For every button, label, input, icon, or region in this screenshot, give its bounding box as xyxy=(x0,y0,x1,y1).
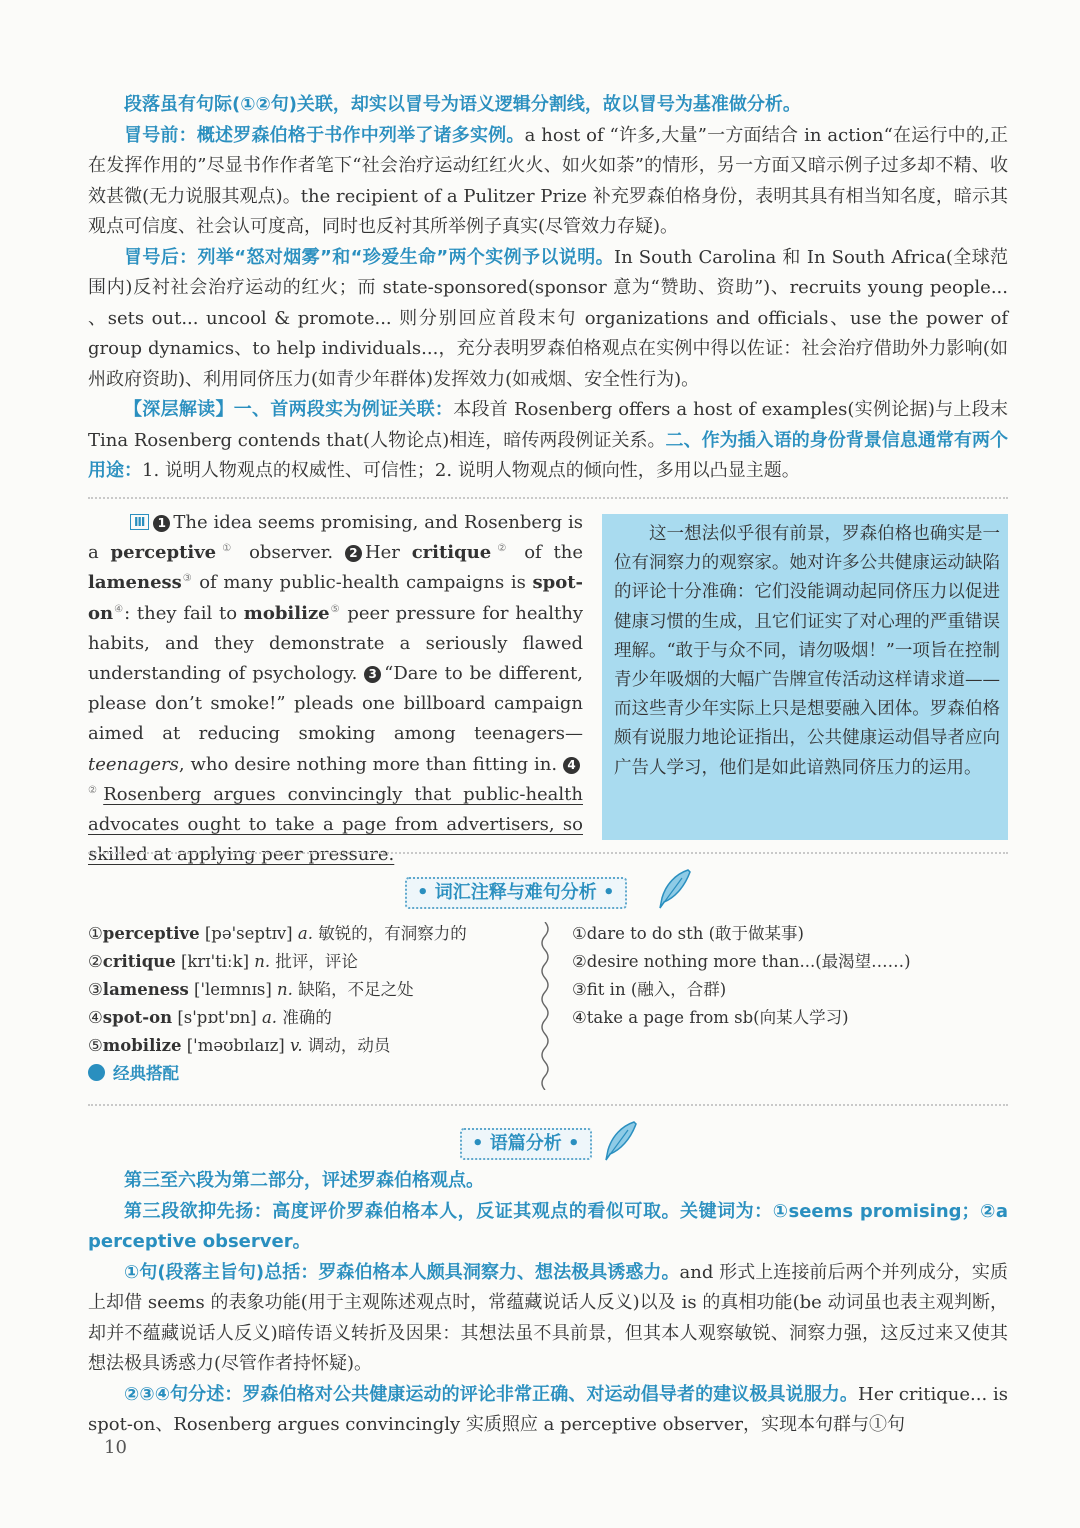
before-colon-heading: 冒号前：概述罗森伯格于书作中列举了诸多实例。 xyxy=(124,124,525,146)
after-colon-body: In South Carolina 和 In South Africa(全球范围内)反衬社会治疗运动的红火；而 state-sponsored(sponsor 意为“赞助、资助”)、recruits young people... 、sets out... uncool & promote... 则分别回应首段末句 organizations and officials、use the power of group dynamics、to help individuals...，充分表明罗森伯格观点在实例中得以佐证：社会治疗借助外力影响(如州政府资助)、利用同侪压力(如青少年群体)发挥效力(如戒烟、安全性行为)。 xyxy=(88,246,1009,390)
vocab-word-lameness: lameness xyxy=(88,572,182,594)
deep-reading-body-2: 1. 说明人物观点的权威性、可信性；2. 说明人物观点的倾向性，多用以凸显主题。 xyxy=(142,460,800,481)
section-number-badge: Ⅲ xyxy=(130,514,149,530)
passage-section-3: Ⅲ 1 The idea seems promising, and Rosenberg is a perceptive① observer. 2 Her critique② of the lameness③ of many public-health campaigns is spot-on④: they fail to mobilize⑤ peer pressure for healthy habits, and they demonstrate a seriously flawed understanding of psychology. 3 “Dare to be different, please don’t smoke!” pleads one billboard campaign aimed at reducing smoking among teenagers—teenagers, who desire nothing more than fitting in. 4②Rosenberg argues convincingly that public-health advocates ought to take a page from advertisers, so skilled at applying peer pressure. xyxy=(88,512,584,866)
deep-reading-heading-2: 二、作为插入语的身份背景信息通常有两个用途： xyxy=(88,429,1008,481)
vocab-item: ⑤mobilize ['məʊbɪlaɪz] v. 调动，动员 xyxy=(88,1036,391,1055)
sentence-one-body: and 形式上连接前后两个并列成分，实质上却借 seems 的表象功能(用于主观陈述观点时，常蕴藏说话人反义)以及 is 的真相功能(be 动词虽也表主观判断，却并不蕴藏说话人反义)暗传语义转折及因果：其想法虽不具前景，但其本人观察敏锐、洞察力强，这反过来又使其想法极具诱惑力(尽管作者持怀疑)。 xyxy=(88,1261,1008,1374)
vocab-item: ①perceptive [pə'septɪv] a. 敏锐的，有洞察力的 xyxy=(88,924,467,943)
bullet-dot-icon xyxy=(88,1064,105,1081)
sentence-number-3: 3 xyxy=(364,666,381,683)
vocab-word-critique: critique xyxy=(411,542,492,564)
feather-pen-icon xyxy=(654,868,694,912)
sentences-2-4-heading: ②③④句分述：罗森伯格对公共健康运动的评论非常正确、对运动倡导者的建议极具说服力。 xyxy=(124,1383,859,1405)
vocab-word-mobilize: mobilize xyxy=(243,602,330,624)
discourse-analysis-heading: • 语篇分析 • xyxy=(460,1128,592,1160)
para-three-summary: 第三段欲抑先扬：高度评价罗森伯格本人，反证其观点的看似可取。关键词为：①seems promising；②a perceptive observer。 xyxy=(88,1200,1008,1252)
wavy-divider xyxy=(538,922,552,1090)
divider xyxy=(88,852,1008,854)
vocab-word-spot-on: spot-on xyxy=(88,572,583,624)
vocab-word-perceptive: perceptive xyxy=(110,542,217,564)
page-number: 10 xyxy=(104,1437,127,1458)
discourse-analysis xyxy=(88,1166,1008,1441)
divider xyxy=(88,1104,1008,1106)
vocab-item: ④spot-on [s'pɒt'ɒn] a. 准确的 xyxy=(88,1008,332,1027)
part-two-summary: 第三至六段为第二部分，评述罗森伯格观点。 xyxy=(124,1170,484,1191)
deep-reading-body-1: 本段首 Rosenberg offers a host of examples(实例论据)与上段末 Tina Rosenberg contends that(人物论点)相连，暗传两段例证关系。 xyxy=(88,399,1008,451)
sentence-number-2: 2 xyxy=(345,545,362,562)
divider xyxy=(88,497,1008,499)
classic-collocation-heading: 经典搭配 xyxy=(113,1064,179,1083)
sentence-number-1: 1 xyxy=(153,515,170,532)
key-sentence-underlined: Rosenberg argues convincingly that public-health advocates ought to take a page from advertisers, so skilled at applying peer pressure. xyxy=(88,783,583,866)
collocation-list xyxy=(572,920,911,1032)
top-analysis xyxy=(88,90,1008,487)
sentences-2-4-body: Her critique... is spot-on、Rosenberg argues convincingly 实质照应 a perceptive observer，实现本句群与①句 xyxy=(88,1383,1008,1435)
vocab-item: ②critique [krɪ'tiːk] n. 批评，评论 xyxy=(88,952,358,971)
intro-line: 段落虽有句际(①②句)关联，却实以冒号为语义逻辑分割线，故以冒号为基准做分析。 xyxy=(124,94,801,115)
after-colon-heading: 冒号后：列举“怒对烟雾”和“珍爱生命”两个实例予以说明。 xyxy=(124,246,614,268)
sentence-one-heading: ①句(段落主旨句)总括：罗森伯格本人颇具洞察力、想法极具诱惑力。 xyxy=(124,1261,680,1283)
sentence-number-4: 4 xyxy=(563,757,580,774)
collocation-item: ②desire nothing more than...(最渴望……) xyxy=(572,952,911,971)
collocation-item: ④take a page from sb(向某人学习) xyxy=(572,1008,849,1027)
collocation-item: ①dare to do sth (敢于做某事) xyxy=(572,924,804,943)
feather-pen-icon xyxy=(600,1120,640,1164)
translation-box xyxy=(602,514,1008,840)
collocation-item: ③fit in (融入，合群) xyxy=(572,980,727,999)
translation-text: 这一想法似乎很有前景，罗森伯格也确实是一位有洞察力的观察家。她对许多公共健康运动缺陷的评论十分准确：它们没能调动起同侪压力以促进健康习惯的生成，且它们证实了对心理的严重错误理解。“敢于与众不同，请勿吸烟！”一项旨在控制青少年吸烟的大幅广告牌宣传活动这样请求道——而这些青少年实际上只是想要融入团体。罗森伯格颇有说服力地论证指出，公共健康运动倡导者应向广告人学习，他们是如此谙熟同侪压力的运用。 xyxy=(614,524,1000,778)
before-colon-body: a host of “许多,大量”一方面结合 in action“在运行中的,正在发挥作用的”尽显书作作者笔下“社会治疗运动红红火火、如火如荼”的情形，另一方面又暗示例子过多却不精、收效甚微(无力说服其观点)。the recipient of a Pulitzer Prize 补充罗森伯格身份，表明其具有相当知名度，暗示其观点可信度、社会认可度高，同时也反衬其所举例子真实(尽管效力存疑)。 xyxy=(88,124,1009,237)
deep-reading-heading: 【深层解读】一、首两段实为例证关联： xyxy=(124,399,454,420)
vocab-list xyxy=(88,920,467,1088)
vocab-item: ③lameness ['leɪmnɪs] n. 缺陷，不足之处 xyxy=(88,980,414,999)
vocab-heading: • 词汇注释与难句分析 • xyxy=(405,877,627,909)
